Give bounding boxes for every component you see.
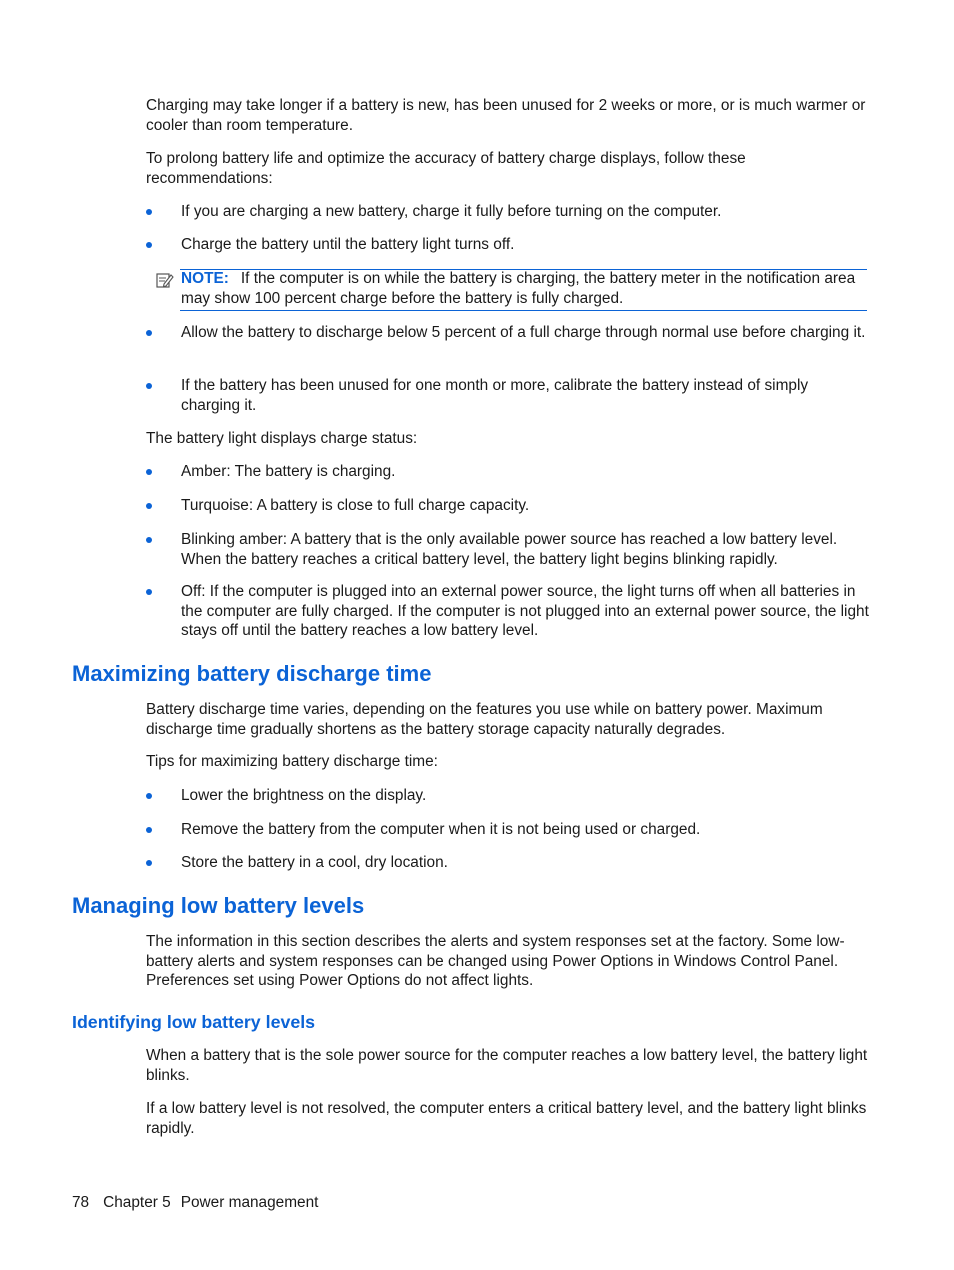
- bullet-dot: [146, 209, 152, 215]
- note-pencil-icon: [156, 271, 174, 289]
- list-item: Off: If the computer is plugged into an external power source, the light turns off when all batteries in the computer are fully charged. If the computer is not plugged into an external power source, the light stays off until the battery reaches a low battery level.: [181, 583, 869, 640]
- bullet-dot: [146, 469, 152, 475]
- intro-paragraph-2: To prolong battery life and optimize the accuracy of battery charge displays, follow these recommendations:: [146, 150, 746, 187]
- page-footer: [72, 1193, 332, 1213]
- bullet-dot: [146, 537, 152, 543]
- note-text: If the computer is on while the battery is charging, the battery meter in the notification area may show 100 percent charge before the battery is fully charged.: [181, 270, 856, 307]
- footer-chapter-title: Power management: [180, 1194, 319, 1211]
- bullet-dot: [146, 503, 152, 509]
- section3-paragraph-1: When a battery that is the sole power source for the computer reaches a low battery level, the battery light blinks.: [146, 1047, 868, 1084]
- bullet-dot: [146, 589, 152, 595]
- bullet-dot: [146, 827, 152, 833]
- bullet-dot: [146, 793, 152, 799]
- list-item: Amber: The battery is charging.: [181, 463, 396, 480]
- note-box: [180, 269, 867, 311]
- intro-paragraph-1: Charging may take longer if a battery is new, has been unused for 2 weeks or more, or is much warmer or cooler than room temperature.: [146, 97, 866, 134]
- list-item: Allow the battery to discharge below 5 percent of a full charge through normal use before charging it.: [181, 324, 866, 341]
- section2-paragraph-1: The information in this section describes the alerts and system responses set at the factory. Some low-battery alerts and system responses can be changed using Power Options in Windows Control Panel. Preferences set using Power Options do not affect lights.: [146, 933, 845, 990]
- list-item: Store the battery in a cool, dry location.: [181, 854, 448, 871]
- list-item: Charge the battery until the battery light turns off.: [181, 236, 515, 253]
- list-item: Turquoise: A battery is close to full charge capacity.: [181, 497, 530, 514]
- section-heading-managing: Managing low battery levels: [72, 893, 365, 918]
- footer-chapter: Chapter 5: [103, 1194, 171, 1211]
- section-heading-maximizing: Maximizing battery discharge time: [72, 661, 432, 686]
- bullet-dot: [146, 860, 152, 866]
- section3-paragraph-2: If a low battery level is not resolved, the computer enters a critical battery level, and the battery light blinks rapidly.: [146, 1100, 867, 1137]
- list-item: If you are charging a new battery, charge it fully before turning on the computer.: [181, 203, 722, 220]
- note-content: [181, 269, 867, 308]
- section1-paragraph-1: Battery discharge time varies, depending on the features you use while on battery power. Maximum discharge time gradually shortens as the battery storage capacity naturally degrades.: [146, 701, 823, 738]
- bullet-dot: [146, 383, 152, 389]
- list-item: Remove the battery from the computer when it is not being used or charged.: [181, 821, 701, 838]
- bullet-dot: [146, 330, 152, 336]
- note-label: NOTE:: [181, 270, 229, 287]
- list-item: Lower the brightness on the display.: [181, 787, 427, 804]
- section1-paragraph-2: Tips for maximizing battery discharge time:: [146, 753, 438, 770]
- bullet-dot: [146, 242, 152, 248]
- list-item: If the battery has been unused for one month or more, calibrate the battery instead of simply charging it.: [181, 377, 809, 414]
- light-intro-paragraph: The battery light displays charge status:: [146, 430, 418, 447]
- page-number: 78: [72, 1194, 90, 1211]
- list-item: Blinking amber: A battery that is the only available power source has reached a low battery level. When the battery reaches a critical battery level, the battery light begins blinking rapidly.: [181, 531, 838, 568]
- subsection-heading-identifying: Identifying low battery levels: [72, 1012, 316, 1032]
